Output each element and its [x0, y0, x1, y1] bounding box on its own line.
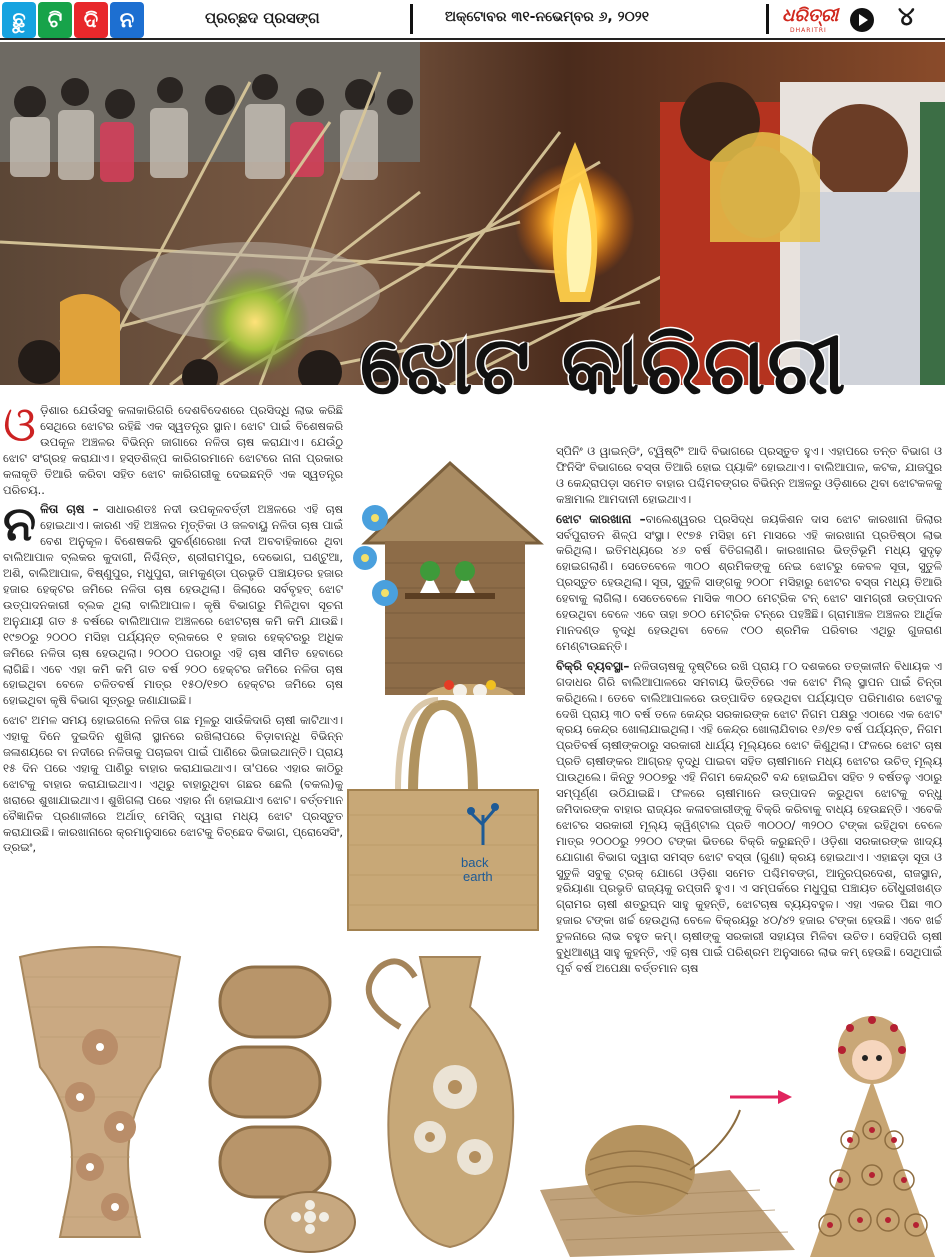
- arrow-right-icon: [730, 1090, 792, 1104]
- page-number: ୪: [898, 2, 915, 32]
- paragraph-process: ସ୍ପିନିଂ ଓ ୱାଇନ୍ଡିଂ, ଟ୍ୱିଷ୍ଟିଂ ଆଦି ବିଭାଗରେ ପ୍ରସ୍ତୁତ ହୁଏ। ଏହାପରେ ତନ୍ତ ବିଭାଗ ଓ ଫିନିସିଂ ବିଭାଗରେ ବସ୍ତା ତିଆରି ହୋଇ ପ୍ୟାକିଂ ହୋଇଥାଏ। ବାଲିଆପାଳ, କଟକ, ଯାଜପୁର ଓ କେନ୍ଦ୍ରାପଡ଼ା ସମେତ ବାହାର ପଶ୍ଚିମବଙ୍ଗର ବିଭିନ୍ନ ଅଞ୍ଚଳରୁ ଓଡ଼ିଶାରେ ଥିବା ଝୋଟକଳକୁ କଞ୍ଚାମାଲ ଆମଦାନୀ ହୋଇଥାଏ।: [556, 444, 942, 506]
- brand-tile-1: ଛୁ: [2, 2, 36, 38]
- paragraph-harvest: ଝୋଟ ଅମଳ ସମୟ ହୋଇଗଲେ ନଳିତା ଗଛ ମୂଳରୁ ସାଉଁକିଦାରି ଚାଷୀ କାଟିଥାଏ। ଏହାକୁ ଦିନେ ଦୁଇଦିନ ଶୁଖିଲା ସ୍ଥାନରେ ରଖିଲାପରେ ବିଡ଼ାବାନ୍ଧି ବିଭିନ୍ନ ଜଳାଶୟରେ ବା ନଦୀରେ ନଳିତାକୁ ପଚାଇବା ପାଇଁ ପାଣିରେ ଭିଜାଇଥାନ୍ତି। ପ୍ରାୟ ୧୫ ଦିନ ପରେ ଏହାକୁ ପାଣିରୁ ବାହାର କରାଯାଇଥାଏ। ତା'ପରେ ଏହାର କାଠିରୁ ଝୋଟକୁ ବାହାର କରାଯାଇଥାଏ। ଏଥିରୁ ବାହାରୁଥିବା ଗଛର ଛେଲି (ବକଲ)କୁ ଖରାରେ ଶୁଖାଯାଇଥାଏ। ଶୁଖିଗଲା ପରେ ଏହାର ନାଁ ହୋଇଯାଏ ଝୋଟ। ବର୍ତ୍ତମାନ ବୈଜ୍ଞାନିକ ପ୍ରଣାଳୀରେ ଅର୍ଥାତ୍ ମେସିନ୍ ଦ୍ୱାରା ମଧ୍ୟ ଝୋଟ ପ୍ରସ୍ତୁତ କରାଯାଉଛି। କାରଖାନାରେ କ୍ରମାନୁସାରେ ଝୋଟକୁ ବିଚ୍ଛେଦ ବିଭାଗ, ପ୍ରୋସେସିଂ, ଡ୍ରଇଂ,: [3, 713, 343, 855]
- brand-tile-2: ଟି: [38, 2, 72, 38]
- jute-pitcher-vase: [360, 937, 535, 1257]
- newspaper-logo-sub: DHARITRI: [790, 27, 827, 34]
- brand-tile-4: ନ: [110, 2, 144, 38]
- article-column-2: [556, 444, 942, 1082]
- jute-hut-craft: [345, 423, 555, 723]
- section-label: ପ୍ରଚ୍ଛଦ ପ୍ରସଙ୍ଗ: [205, 9, 320, 27]
- intro-paragraph: [3, 403, 343, 498]
- dropcap: ନ: [3, 496, 37, 553]
- headline: ଝୋଟ କାରିଗରୀ: [360, 318, 848, 412]
- subhead: ବିକ୍ରି ବ୍ୟବସ୍ଥା–: [556, 658, 630, 673]
- jute-yarn-spool: [530, 1100, 800, 1257]
- paragraph-text: ବାଲେଶ୍ୱରର ପ୍ରସିଦ୍ଧ ଜୟକିଶନ ଦାସ ଝୋଟ କାରଖାନା ଜିଲାର ସର୍ବପୁରାତନ ଶିଳ୍ପ ସଂସ୍ଥା। ୧୯୭୫ ମସିହା ମେ ମାସରେ ଏହି କାରଖାନା ପ୍ରତିଷ୍ଠା ଲାଭ କରିଥିଲା। ଇତିମଧ୍ୟରେ ୪୬ ବର୍ଷ ବିତିଗଲାଣି। କାରଖାନାର ଭିତ୍ତିଭୂମି ମଧ୍ୟ ସୁଦୃଢ଼ ହୋଇଗଲାଣି। ସେତେବେଳେ ୩୦୦ ଶ୍ରମିକଙ୍କୁ ନେଇ ଝୋଟରୁ କେବଳ ସୂତା, ସୁତୁଳି ପ୍ରସ୍ତୁତ ହେଉଥିଲା। ସୂତା, ସୁତୁଳି ସାଙ୍ଗକୁ ୨୦୦୮ ମସିହାରୁ ଝୋଟର ବସ୍ତା ମଧ୍ୟ ତିଆରି ହେବାକୁ ଲାଗିଲା। ସେତେବେଳେ ମାସିକ ୩୦୦ ମେଟ୍ରିକ ଟନ୍ ଝୋଟ ସାମଗ୍ରୀ ଉତ୍ପାଦନ ହେଉଥିବା ବେଳେ ଏବେ ତାହା ୭୦୦ ମେଟ୍ରିକ ଟନ୍‌ରେ ପହଞ୍ଚିଛି। ଗ୍ରାମାଞ୍ଚଳ ଅଞ୍ଚଳର ଆର୍ଥିକ ମାନଦଣ୍ଡ ବୃଦ୍ଧି ହେଉଥିବା ବେଳେ ୯୦୦ ଶ୍ରମିକ ପରିବାର ଏଥିରୁ ଗୁଜରାଣ ମେଣ୍ଟାଉଛନ୍ତି।: [556, 511, 942, 653]
- paragraph-factory: [556, 512, 942, 655]
- jute-baskets: [200, 937, 360, 1257]
- bag-logo-line2: earth: [463, 869, 493, 884]
- article-column-1: [3, 403, 343, 910]
- jute-bag: [343, 695, 543, 935]
- paragraph-text: ନଳିତାଚାଷକୁ ଦୃଷ୍ଟିରେ ରଖି ପ୍ରାୟ ୮୦ ଦଶକରେ ତତ୍କାଳୀନ ବିଧାୟକ ଏ ଗଦାଧର ଗିରି ବାଲିଆପାଳରେ ସମବାୟ ଭିତ୍ତିରେ ଏକ ଝୋଟ ମିଲ୍ ସ୍ଥାପନ ପାଇଁ ଚିନ୍ତା କରିଥିଲେ। ତେବେ ବାଲିଆପାଳରେ ଉତ୍ପାଦିତ ହେଉଥିବା ପର୍ଯ୍ୟାପ୍ତ ପରିମାଣର ଝୋଟକୁ ଦେଖି ପ୍ରାୟ ୩୦ ବର୍ଷ ତଳେ କେନ୍ଦ୍ର ସରକାରଙ୍କ ଝୋଟ ନିଗମ ପକ୍ଷରୁ ଏଠାରେ ଏକ ଝୋଟ କ୍ରୟ କେନ୍ଦ୍ର ଖୋଲାଯାଇଥିଲା। ଏହି କେନ୍ଦ୍ର ଖୋଲାଯିବାର ୧୬/୧୭ ବର୍ଷ ପର୍ଯ୍ୟନ୍ତ, ନିଗମ ପ୍ରତିବର୍ଷ ଚାଷୀଙ୍କଠାରୁ ସରକାରୀ ଧାର୍ଯ୍ୟ ମୂଲ୍ୟରେ ଝୋଟ କିଣୁଥିଲା। ଫଳରେ ଝୋଟ ଚାଷ ପ୍ରତି ଚାଷୀଙ୍କର ଆଗ୍ରହ ବୃଦ୍ଧି ପାଇବା ସହିତ ଚାଷୀମାନେ ମଧ୍ୟ ଝୋଟର ଉଚିତ୍ ମୂଲ୍ୟ ପାଉଥିଲେ। କିନ୍ତୁ ୨୦୦୭ରୁ ଏହି ନିଗମ କେନ୍ଦ୍ରଟି ବନ୍ଦ ହୋଇଯିବା ସହିତ ୨ ବର୍ଷତଳୁ ଏଠାରୁ ସମ୍ପୂର୍ଣ୍ଣ ଉଠିଯାଇଛି। ଫଳରେ ଚାଷୀମାନେ ଉତ୍ପାଦନ କରୁଥିବା ଝୋଟକୁ ବନ୍ଧୁ ଜମିଦାରଙ୍କ ବାହାର ରାଜ୍ୟର କଳାବଜାରୀଙ୍କୁ ବିକ୍ରି କରିବାକୁ ବାଧ୍ୟ ହେଉଛନ୍ତି। ଏବେକି ଝୋଟର ସରକାରୀ ମୂଲ୍ୟ କ୍ୱିଣ୍ଟାଲ ପ୍ରତି ୩୦୦୦/ ୩୨୦୦ ଟଙ୍କା ରହିଥିବା ବେଳେ ମାତ୍ର ୨୦୦୦ରୁ ୨୨୦୦ ଟଙ୍କା ଭିତରେ ବିକ୍ରି କରୁଛନ୍ତି। ଓଡ଼ିଶା ସରକାରଙ୍କ ଖାଦ୍ୟ ଯୋଗାଣ ବିଭାଗ ଦ୍ୱାରା ସମସ୍ତ ଝୋଟ ବସ୍ତା (ଗୁଣା) କ୍ରୟ ହୋଇଥାଏ। ଏହାଛଡ଼ା ସୂତା ଓ ସୁତୁଳି ସବୁକୁ ଟ୍ରକ୍ ଯୋଗେ ଓଡ଼ିଶା ସମେତ ପଶ୍ଚିମବଙ୍ଗ, ଆନ୍ଧ୍ରପ୍ରଦେଶ, ରାଜସ୍ଥାନ, ହରିୟାଣା ପ୍ରଭୃତି ରାଜ୍ୟକୁ ରପ୍ତାନି ହୁଏ। ଏ ସମ୍ପର୍କରେ ମଧୁପୁରା ପଞ୍ଚାୟତ ଚୌଧୁରୀଖଣ୍ଡ ଗ୍ରାମର ଚାଷୀ ଶତ୍ରୁଘ୍ନ ସାହୁ କୁହନ୍ତି, ଝୋଟଚାଷ ବ୍ୟୟବହୁଳ। ଏହା ଏକର ପିଛା ୩୦ ହଜାର ଟଙ୍କା ଖର୍ଚ୍ଚ ହେଉଥିଲା ବେଳେ ବିକ୍ରୟରୁ ୪୦/୪୨ ହଜାର ଟଙ୍କା ହେଉଛି। ଏବେ ଖର୍ଚ୍ଚ ତୁଳନାରେ ଲାଭ ବହୁତ କମ୍। ଚାଷୀଙ୍କୁ ସରକାରୀ ସହାୟତା ମିଳିବା ଉଚିତ। ସେହିପରି ଚାଷୀ ବୁଧିଆଶ୍ୱ ସାହୁ କୁହନ୍ତି, ଏହି ଚାଷ ପାଇଁ ପରିଶ୍ରମ ଅନୁସାରେ ଲାଭ କମ୍ ହେଉଛି। ସେଥିପାଇଁ ପୂର୍ବ ବର୍ଷ ଅପେକ୍ଷା ବର୍ତ୍ତମାନ ଚାଷ: [556, 658, 942, 975]
- subhead: ଳିତା ଚାଷ –: [40, 502, 99, 517]
- brand-tile-3: ଦି: [74, 2, 108, 38]
- play-icon[interactable]: [850, 8, 874, 32]
- jute-vase-flowers: [0, 937, 200, 1257]
- intro-text: ଡ଼ିଶାର ଯେଉଁସବୁ କଳାକାରିଗରି ଦେଶବିଦେଶରେ ପ୍ରସିଦ୍ଧି ଲାଭ କରିଛି ସେଥିରେ ଝୋଟର ରହିଛି ଏକ ସ୍ୱତନ୍ତ୍ର ସ୍ଥାନ। ଝୋଟ ପାଇଁ ବିଶେଷକରି ଉପକୂଳ ଅଞ୍ଚଳର ବିଭିନ୍ନ ଜାଗାରେ ନଳିତା ଚାଷ କରାଯାଏ। ଯେଉଁଠୁ ଝୋଟ ସଂଗ୍ରହ କରାଯାଏ। ହସ୍ତଶିଳ୍ପ କାରିଗରମାନେ ଝୋଟରେ ନାନା ପ୍ରକାର କଳାକୃତି ତିଆରି କରିବା ସହିତ ଝୋଟ କାରିଗରୀକୁ ଦେଇଛନ୍ତି ଏକ ସ୍ୱତନ୍ତ୍ର ପରିଚୟ..: [3, 403, 343, 497]
- jute-doll-dress: [800, 1010, 945, 1257]
- divider: [766, 4, 769, 34]
- masthead: [0, 0, 945, 40]
- paragraph-nalita-chasa: [3, 496, 343, 709]
- issue-date: ଅକ୍ଟୋବର ୩୧-ନଭେମ୍ବର ୬, ୨୦୨୧: [445, 9, 649, 25]
- bag-logo-line1: back: [461, 855, 489, 870]
- paragraph-text: ସାଧାରଣତଃ ନଦୀ ଉପକୂଳବର୍ତ୍ତୀ ଅଞ୍ଚଳରେ ଏହି ଚାଷ ହୋଇଥାଏ। କାରଣ ଏହି ଅଞ୍ଚଳର ମୃତ୍ତିକା ଓ ଜଳବାୟୁ ନଳିତା ଚାଷ ପାଇଁ ବେଶ ଅନୁକୂଳ। ବିଶେଷକରି ସୁବର୍ଣ୍ଣରେଖା ନଦୀ ଅବବାହିକାରେ ଥିବା ବାଲିଆପାଳ ବ୍ଲକର କୁଦାଗୀ, ନିଶ୍ଚିନ୍ତ, ଶ୍ରୀରାମପୁର, ଦେଭୋଗ, ଘଣ୍ଟୁଆ, ଅଶି, ବାଲିଆପାଳ, ବିଷ୍ଣୁପୁର, ମଧୁପୁରା, ଜାମକୁଣ୍ଡା ପ୍ରଭୃତି ପଞ୍ଚାୟତର ହଜାର ହଜାର ହେକ୍ଟର ଜମିରେ ନଳିତା ଚାଷ ହେଉଥିଲା। ଜିଲାରେ ସର୍ବବୃହତ୍ ଝୋଟ ଉତ୍ପାଦନକାରୀ ବ୍ଲକ ଥିଲା ବାଲିଆପାଳ। କୃଷି ବିଭାଗରୁ ମିଳିଥିବା ସୂଚନା ଅନୁଯାୟୀ ଗତ ୫ ବର୍ଷରେ ବାଲିଆପାଳ ଅଞ୍ଚଳରେ ଝୋଟଚାଷ କମି କମି ଯାଉଛି। ୧୯୭୦ରୁ ୨୦୦୦ ମସିହା ପର୍ଯ୍ୟନ୍ତ ବ୍ଲକରେ ୧ ହଜାର ହେକ୍ଟରରୁ ଅଧିକ ଜମିରେ ନଳିତା ଚାଷ ହେଉଥିଲା। ୨୦୦୦ ପରଠାରୁ ଏହି ଚାଷ ସୀମିତ ହେବାରେ ଲାଗିଛି। ଏବେ ଏହା କମି କମି ଗତ ବର୍ଷ ୨୦୦ ହେକ୍ଟର ଜମିରେ ନଳିତା ଚାଷ ହୋଇଥିବା ବେଳେ ଚଳିତବର୍ଷ ମାତ୍ର ୧୫୦/୧୭୦ ହେକ୍ଟର ଜମିରେ ଚାଷ ହୋଇଥିବା କୃଷି ବିଭାଗ ସୂତ୍ରରୁ ଜଣାଯାଇଛି।: [3, 502, 343, 708]
- newspaper-logo[interactable]: ଧରିତ୍ରୀ: [782, 5, 839, 26]
- divider: [410, 4, 413, 34]
- subhead: ଝୋଟ କାରଖାନା –: [556, 511, 646, 526]
- paragraph-sales: [556, 659, 942, 977]
- dropcap: ଓ: [3, 403, 37, 453]
- brand-tiles: [2, 2, 144, 38]
